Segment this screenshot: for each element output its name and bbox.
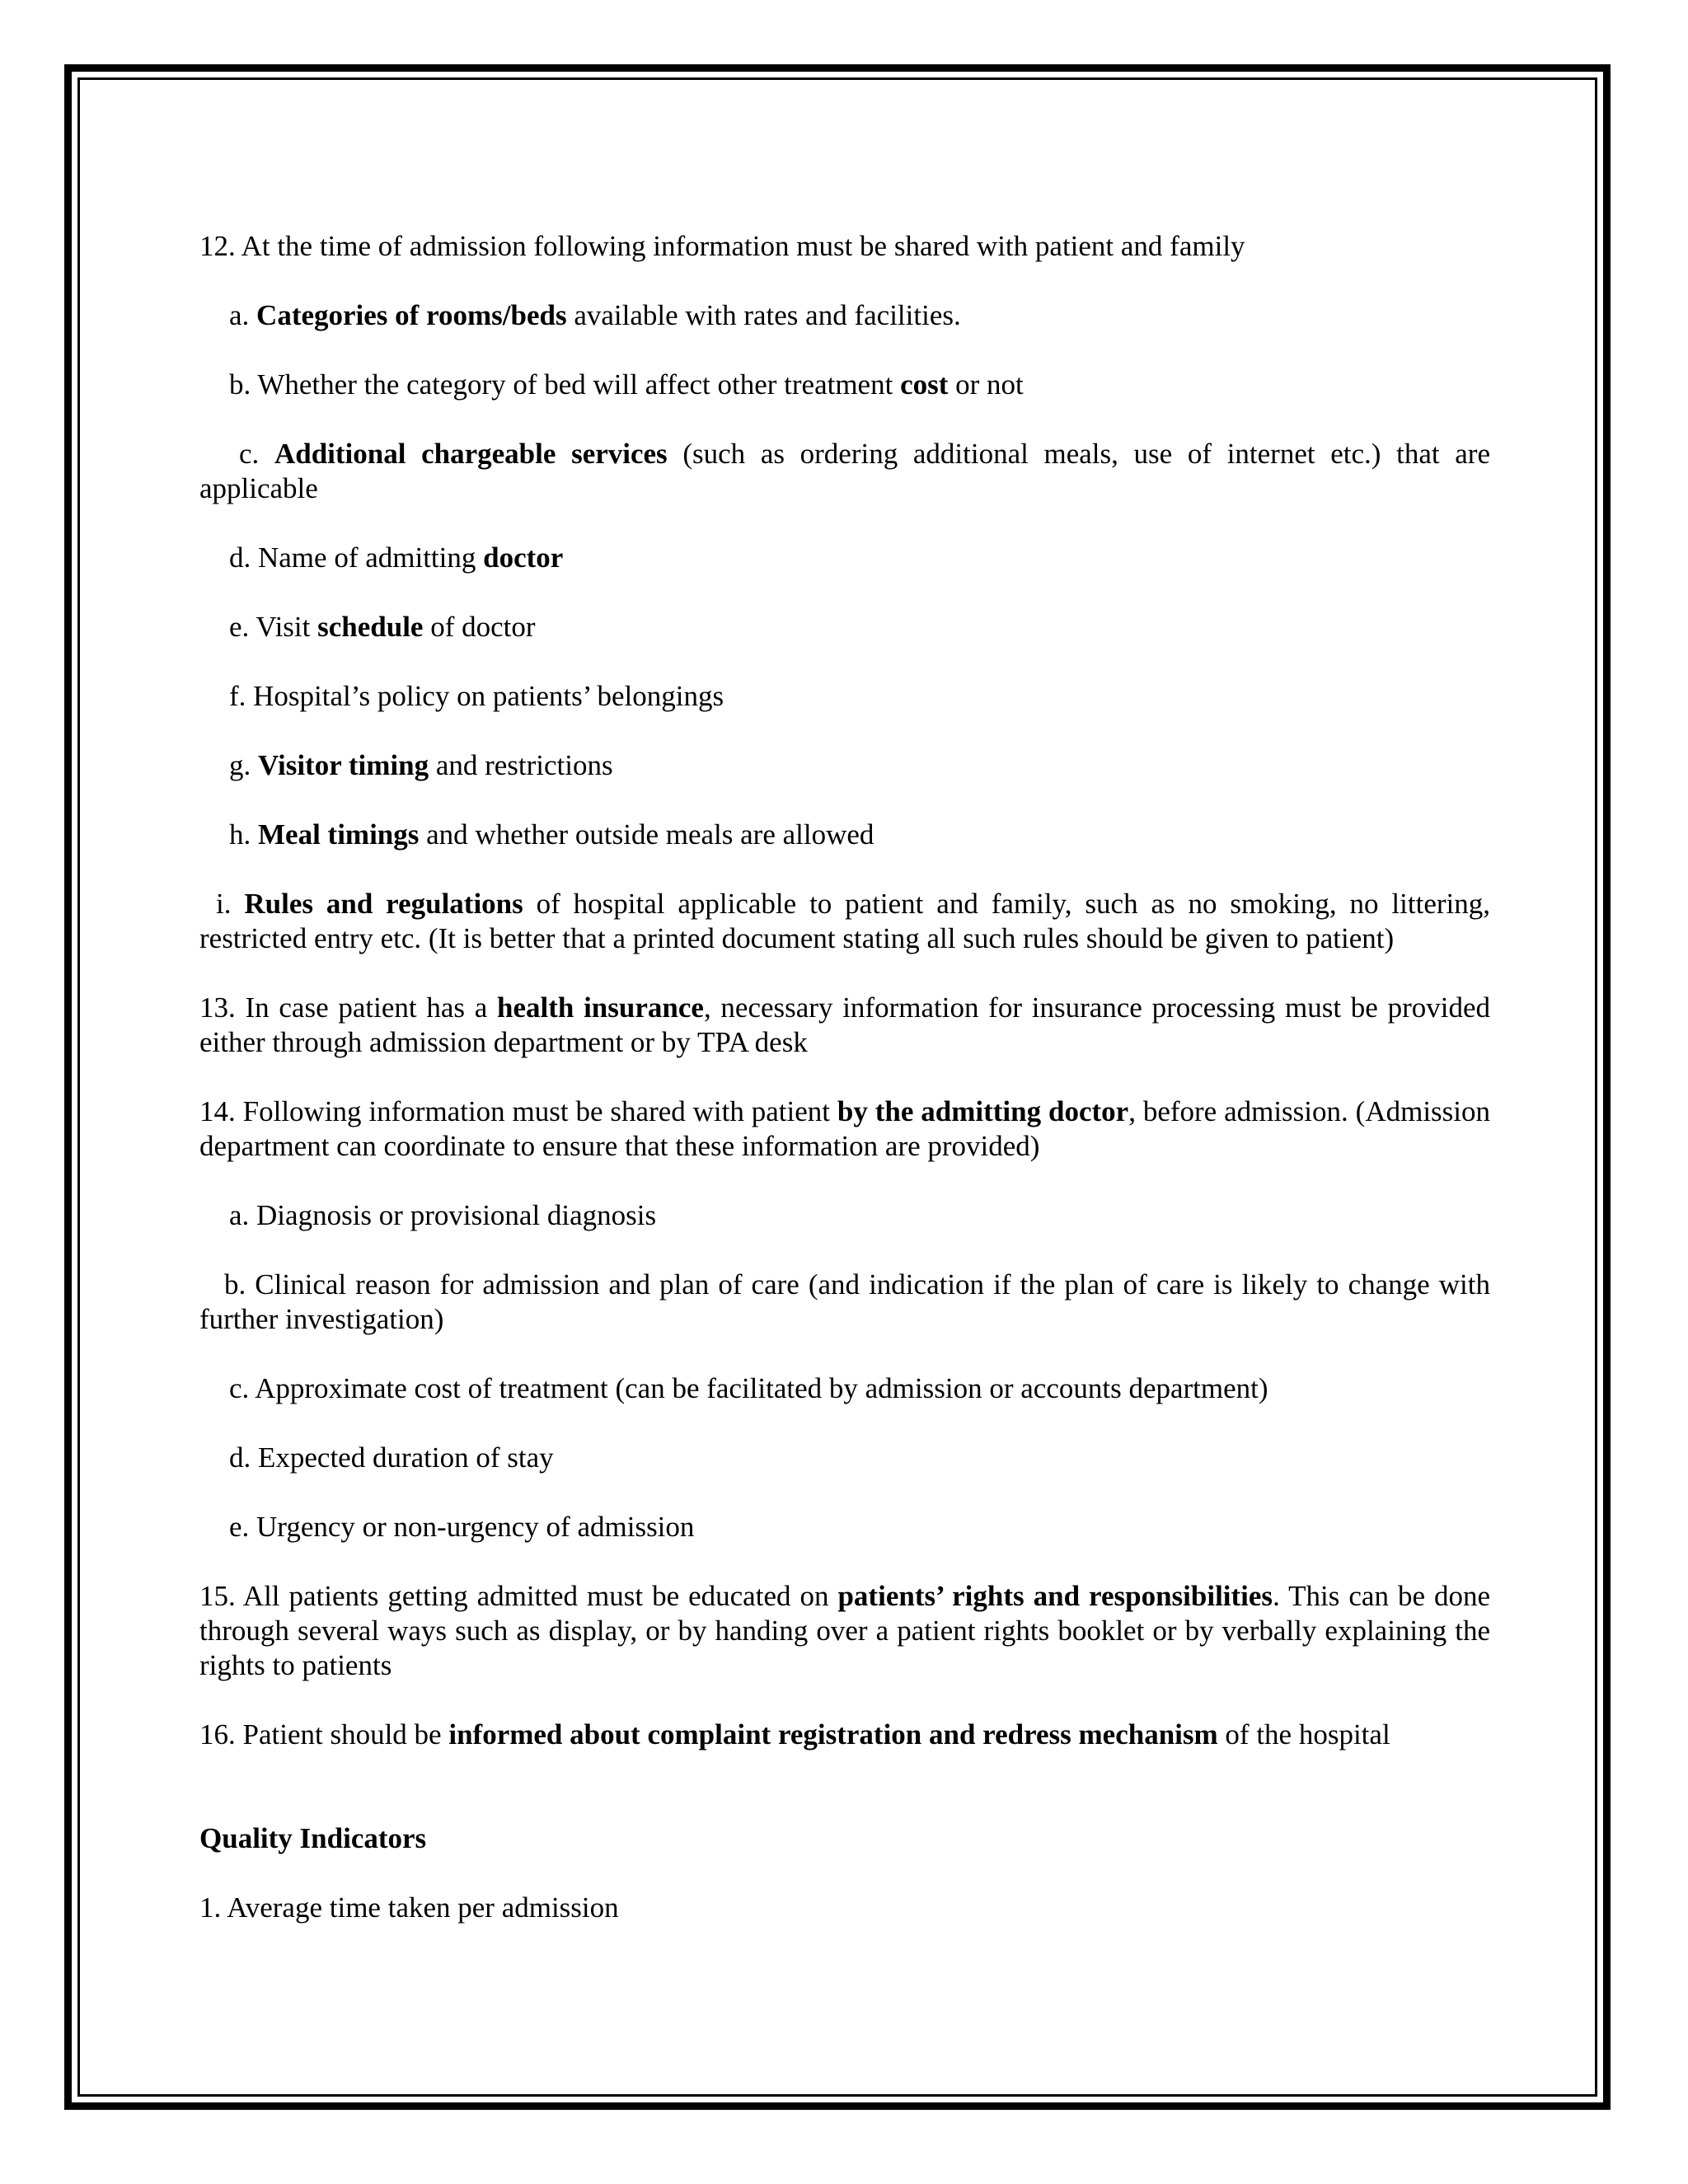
item-12b: b. Whether the category of bed will affect other treatment cost or not: [229, 368, 1024, 401]
item-14c: c. Approximate cost of treatment (can be facilitated by admission or accounts department): [229, 1372, 1268, 1404]
item-14: 14. Following information must be shared with patient by the admitting doctor, before admission. (Admission department can coordinate to ensure that these information are provided): [199, 1095, 1491, 1162]
item-14e: e. Urgency or non-urgency of admission: [229, 1511, 695, 1543]
item-12e: e. Visit schedule of doctor: [229, 611, 536, 643]
item-15: 15. All patients getting admitted must be educated on patients’ rights and responsibilities. This can be done through several ways such as display, or by handing over a patient rights booklet or by verbally explaining the rights to patients: [199, 1580, 1491, 1681]
item-14a: a. Diagnosis or provisional diagnosis: [229, 1199, 657, 1231]
document-body: [199, 229, 1490, 1960]
item-12f: f. Hospital’s policy on patients’ belongings: [229, 680, 724, 712]
item-12: 12. At the time of admission following information must be shared with patient and family: [199, 230, 1245, 262]
item-13: 13. In case patient has a health insurance, necessary information for insurance processing must be provided either through admission department or by TPA desk: [199, 991, 1490, 1058]
item-12c: c. Additional chargeable services (such as ordering additional meals, use of internet etc.) that are applicable: [199, 438, 1490, 504]
item-12h: h. Meal timings and whether outside meals are allowed: [229, 818, 874, 851]
item-12d: d. Name of admitting doctor: [229, 541, 564, 574]
item-12i: i. Rules and regulations of hospital applicable to patient and family, such as no smoking, no littering, restricted entry etc. (It is better that a printed document stating all such rules should be given to patient): [199, 888, 1490, 954]
quality-indicator-1: 1. Average time taken per admission: [199, 1891, 619, 1924]
item-12a: a. Categories of rooms/beds available with rates and facilities.: [229, 299, 961, 331]
section-heading-quality-indicators: Quality Indicators: [199, 1822, 427, 1854]
item-12g: g. Visitor timing and restrictions: [229, 749, 613, 781]
item-14b: b. Clinical reason for admission and plan of care (and indication if the plan of care is likely to change with further investigation): [199, 1268, 1490, 1335]
item-16: 16. Patient should be informed about complaint registration and redress mechanism of the hospital: [199, 1718, 1390, 1750]
item-14d: d. Expected duration of stay: [229, 1441, 554, 1474]
